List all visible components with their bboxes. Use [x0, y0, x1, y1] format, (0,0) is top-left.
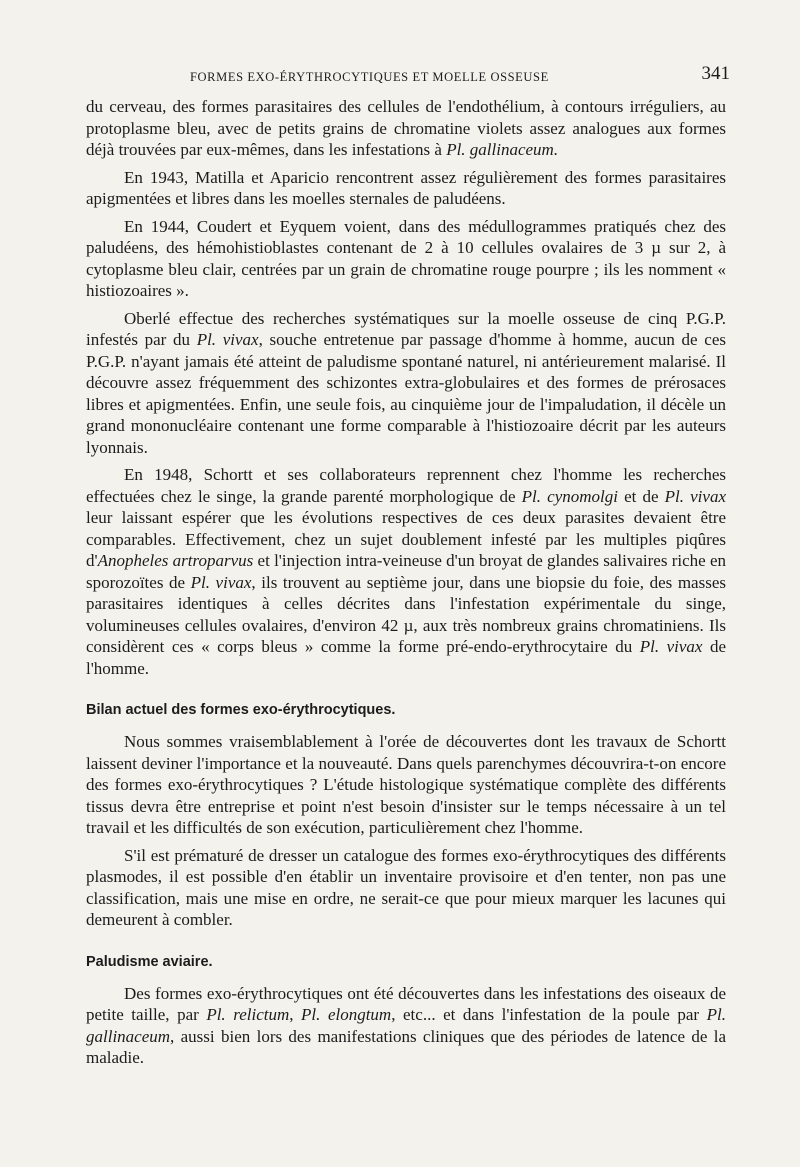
species-name: Pl. relictum [206, 1005, 290, 1024]
paragraph-text: , aussi bien lors des manifestations cliniques que des périodes de latence de la maladie. [86, 1026, 726, 1067]
paragraph-schortt [86, 464, 726, 679]
species-name: Pl. elongtum [301, 1005, 392, 1024]
species-name: Anopheles artroparvus [97, 551, 254, 570]
paragraph-text: Oberlé effectue des recherches systématiques sur la moelle osseuse de cinq P.G.P. infestés par du [86, 308, 726, 349]
paragraph-text: de l'homme. [86, 637, 727, 678]
species-name: Pl. cynomolgi [521, 486, 618, 506]
paragraph-text: , souche entretenue par passage d'homme à homme, aucun de ces P.G.P. n'ayant jamais été atteint de paludisme spontané naturel, ni antérieurement malarisé. Il découvre assez fréquemment des schizontes extra-globulaires et des formes de prérosaces libres et apigmentées. Enfin, une seule fois, au cinquième jour de l'impaludation, il décèle un grand mononucléaire contenant une forme comparable à l'histiozoaire décrit par les auteurs lyonnais. [86, 330, 726, 457]
paragraph-text: du cerveau, des formes parasitaires des cellules de l'endothélium, à contours irréguliers, au protoplasme bleu, avec de petits grains de chromatine violets assez analogues aux formes déjà trouvées par eux-mêmes, dans les infestations à [86, 97, 726, 159]
paragraph-coudert: En 1944, Coudert et Eyquem voient, dans des médullogrammes pratiqués chez des paludéens, des hémohistioblastes contenant de 2 à 10 cellules ovalaires de 3 µ sur 2, à cytoplasme bleu clair, centrées par un grain de chromatine rouge pourpre ; ils les nomment « histiozoaires ». [86, 216, 726, 300]
paragraph-text: et l'injection intra-veineuse d'un broyat de glandes salivaires riche en sporozoïtes de [86, 551, 726, 592]
running-header [86, 62, 730, 90]
body-text [86, 96, 726, 1069]
species-name: Pl. vivax [196, 330, 259, 349]
running-title: FORMES EXO-ÉRYTHROCYTIQUES ET MOELLE OSSEUSE [190, 70, 549, 84]
paragraph-bilan-2: S'il est prématuré de dresser un catalogue des formes exo-érythrocytiques des différents plasmodes, il est possible d'en établir un inventaire provisoire et d'en tenter, non pas une classification, mais une mise en ordre, ne serait-ce que pour mieux marquer les lacunes qui demeurent à combler. [86, 845, 726, 929]
paragraph-text: , etc... et dans l'infestation de la poule par [391, 1005, 707, 1024]
section-heading-aviaire: Paludisme aviaire. [86, 953, 213, 970]
species-name: Pl. vivax [639, 637, 703, 656]
species-name: Pl. vivax [190, 572, 252, 592]
page-number: 341 [701, 63, 730, 84]
paragraph-text: Des formes exo-érythrocytiques ont été découvertes dans les infestations des oiseaux de petite taille, par [86, 983, 726, 1024]
species-name: Pl. gallinaceum. [446, 140, 559, 159]
species-name: Pl. gallinaceum [86, 1005, 726, 1046]
section-heading-bilan: Bilan actuel des formes exo-érythrocytiques. [86, 702, 396, 718]
paragraph-oberle [86, 308, 726, 459]
paragraph-continued [86, 96, 726, 161]
paragraph-text: En 1948, Schortt et ses collaborateurs reprennent chez l'homme les recherches effectuées chez le singe, la grande parenté morphologique de [86, 465, 726, 506]
book-page [86, 62, 730, 1069]
paragraph-bilan-1: Nous sommes vraisemblablement à l'orée de découvertes dont les travaux de Schortt laissent deviner l'importance et la nouveauté. Dans quels parenchymes découvrira-t-on encore des formes exo-érythrocytiques ? L'étude histologique systématique complète des différents tissus devra être entreprise et point n'est besoin d'insister sur le temps nécessaire à un tel travail et les difficultés de son exécution, particulièrement chez l'homme. [86, 732, 726, 837]
paragraph-text: , ils trouvent au septième jour, dans une biopsie du foie, des masses parasitaires identiques à celles décrites dans l'infestation expérimentale du singe, volumineuses cellules ovalaires, d'environ 42 µ, aux très nombreux grains chromatiniens. Ils considèrent ces « corps bleus » comme la forme pré-endo-erythrocytaire du [86, 572, 726, 656]
paragraph-aviaire-1 [86, 983, 726, 1069]
paragraph-matilla: En 1943, Matilla et Aparicio rencontrent assez régulièrement des formes parasitaires apigmentées et libres dans les moelles sternales de paludéens. [86, 167, 726, 208]
paragraph-text: et de [617, 486, 665, 506]
species-name: Pl. vivax [664, 486, 726, 506]
paragraph-text: , [289, 1005, 302, 1024]
paragraph-text: leur laissant espérer que les évolutions respectives de ces deux parasites devaient être comparables. Effectivement, chez un sujet doublement infesté par les multiples piqûres d' [86, 508, 726, 570]
